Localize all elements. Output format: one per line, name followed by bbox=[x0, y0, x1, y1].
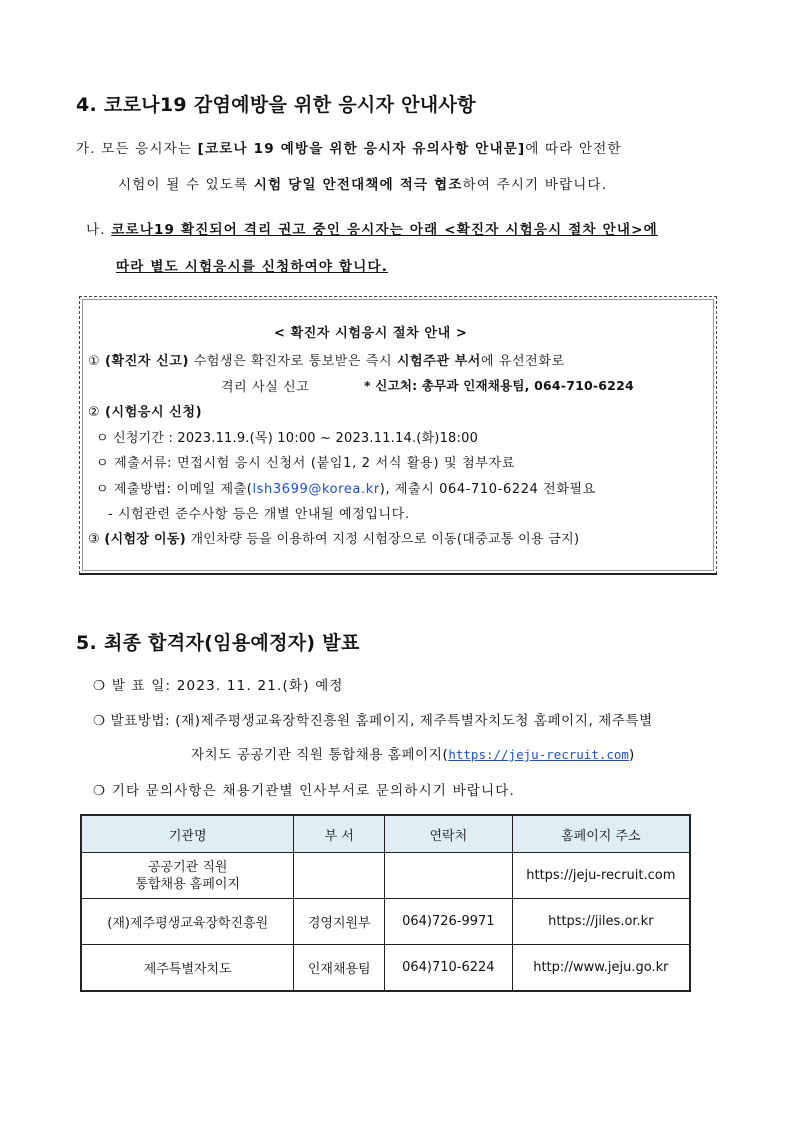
url-cell[interactable]: https://jiles.or.kr bbox=[512, 899, 690, 945]
announce-date-item bbox=[93, 674, 344, 694]
step1-num: ① bbox=[88, 354, 101, 369]
header-org: 기관명 bbox=[81, 815, 294, 853]
header-phone: 연락처 bbox=[385, 815, 513, 853]
step1-line1 bbox=[88, 350, 565, 369]
item-ga-line2-prefix: 시험이 될 수 있도록 bbox=[118, 177, 254, 193]
section4-title: 4. 코로나19 감염예방을 위한 응시자 안내사항 bbox=[76, 94, 476, 116]
table-header-row bbox=[81, 815, 690, 853]
org-cell: 제주특별자치도 bbox=[81, 945, 294, 992]
item-ga-suffix: 에 따라 안전한 bbox=[525, 141, 622, 157]
url-cell[interactable]: http://www.jeju.go.kr bbox=[512, 945, 690, 992]
phone-cell: 064)726-9971 bbox=[385, 899, 513, 945]
dept-cell bbox=[294, 853, 385, 899]
contact-table bbox=[80, 814, 691, 992]
item-na-prefix: 나. bbox=[86, 222, 112, 238]
org-name-line2: 통합채용 홈페이지 bbox=[135, 876, 241, 892]
step3-label: (시험장 이동) bbox=[104, 532, 187, 547]
announce-method-line2 bbox=[191, 743, 635, 763]
step2-num: ② bbox=[88, 405, 101, 420]
dept-cell: 인재채용팀 bbox=[294, 945, 385, 992]
announce-method-line2-prefix: 자치도 공공기관 직원 통합채용 홈페이지( bbox=[191, 747, 449, 763]
step2-item-period: ㅇ 신청기간 : 2023.11.9.(목) 10:00 ~ 2023.11.14.(화)18:00 bbox=[96, 431, 479, 446]
step1-text1: 수험생은 확진자로 통보받은 즉시 bbox=[193, 354, 397, 369]
step2-note: - 시험관련 준수사항 등은 개별 안내될 예정입니다. bbox=[108, 507, 410, 522]
url-cell[interactable]: https://jeju-recruit.com bbox=[512, 853, 690, 899]
step2-method-prefix: ㅇ 제출방법: 이메일 제출( bbox=[96, 482, 253, 497]
step3-line bbox=[88, 528, 579, 547]
step1-text2: 에 유선전화로 bbox=[480, 354, 565, 369]
step1-line2: 격리 사실 신고 bbox=[221, 380, 310, 395]
item-ga-line2-suffix: 하여 주시기 바랍니다. bbox=[462, 177, 608, 193]
step3-text: 개인차량 등을 이용하여 지정 시험장으로 이동(대중교통 이용 금지) bbox=[190, 532, 580, 547]
submission-email-link[interactable]: lsh3699@korea.kr bbox=[252, 482, 380, 497]
org-cell bbox=[81, 853, 294, 899]
bullet-icon: ❍ bbox=[93, 713, 106, 729]
org-name-line1: 공공기관 직원 bbox=[147, 859, 228, 875]
item-na-line2: 따라 별도 시험응시를 신청하여야 합니다. bbox=[116, 259, 389, 275]
step2-method-suffix: ), 제출시 064-710-6224 전화필요 bbox=[379, 482, 596, 497]
step3-num: ③ bbox=[88, 532, 100, 547]
box-bottom-rule bbox=[79, 573, 717, 575]
dept-cell: 경영지원부 bbox=[294, 899, 385, 945]
announce-method-line2-suffix: ) bbox=[628, 747, 635, 763]
step2-item-method bbox=[96, 478, 596, 497]
inquiry-text: 기타 문의사항은 채용기관별 인사부서로 문의하시기 바랍니다. bbox=[111, 783, 516, 799]
item-ga-prefix: 가. 모든 응시자는 bbox=[76, 141, 198, 157]
inquiry-item bbox=[93, 779, 515, 799]
phone-cell bbox=[385, 853, 513, 899]
bullet-icon: ❍ bbox=[93, 678, 107, 694]
section5-title: 5. 최종 합격자(임용예정자) 발표 bbox=[76, 632, 360, 654]
step1-bold2: 시험주관 부서 bbox=[396, 354, 481, 369]
header-homepage: 홈페이지 주소 bbox=[512, 815, 690, 853]
table-row bbox=[81, 899, 690, 945]
step1-contact: * 신고처: 총무과 인재채용팀, 064-710-6224 bbox=[364, 378, 634, 393]
item-ga-line2-bold: 시험 당일 안전대책에 적극 협조 bbox=[253, 177, 463, 193]
table-row bbox=[81, 945, 690, 992]
step2-label: (시험응시 신청) bbox=[105, 405, 203, 420]
item-na-text1: 코로나19 확진되어 격리 권고 중인 응시자는 아래 <확진자 시험응시 절차 안내>에 bbox=[111, 222, 658, 238]
item-ga-bold: [코로나 19 예방을 위한 응시자 유의사항 안내문] bbox=[197, 141, 526, 157]
step2-heading bbox=[88, 401, 202, 420]
phone-cell: 064)710-6224 bbox=[385, 945, 513, 992]
step1-label: (확진자 신고) bbox=[105, 354, 189, 369]
item-ga-line1 bbox=[76, 137, 622, 157]
recruit-site-link[interactable]: https://jeju-recruit.com bbox=[448, 747, 629, 762]
announce-method-text: 발표방법: (재)제주평생교육장학진흥원 홈페이지, 제주특별자치도청 홈페이지, 제주특별 bbox=[110, 713, 653, 729]
org-cell: (재)제주평생교육장학진흥원 bbox=[81, 899, 294, 945]
announce-method-item bbox=[93, 709, 653, 729]
table-row bbox=[81, 853, 690, 899]
step2-item-documents: ㅇ 제출서류: 면접시험 응시 신청서 (붙임1, 2 서식 활용) 및 첨부자료 bbox=[96, 456, 516, 471]
item-na-line1 bbox=[86, 218, 658, 238]
bullet-icon: ❍ bbox=[93, 783, 107, 799]
item-ga-line2 bbox=[118, 173, 607, 193]
header-dept: 부 서 bbox=[294, 815, 385, 853]
box-title: < 확진자 시험응시 절차 안내 > bbox=[274, 326, 468, 341]
announce-date-text: 발 표 일: 2023. 11. 21.(화) 예정 bbox=[111, 678, 344, 694]
